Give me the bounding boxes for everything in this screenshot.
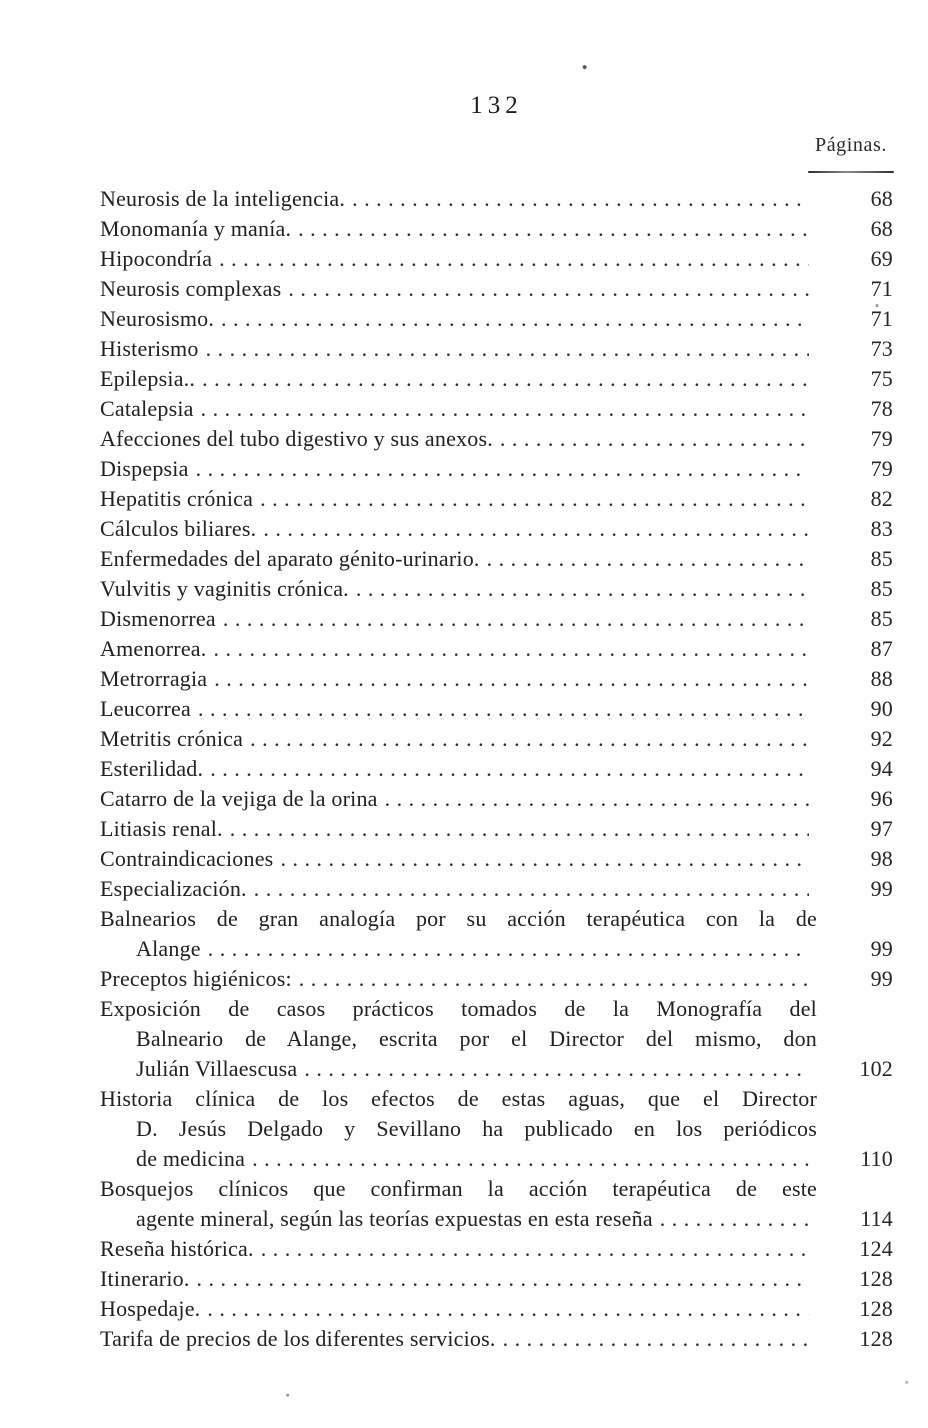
toc-entry-title: Neurosis de la inteligencia.: [100, 186, 346, 211]
toc-entry-row: [100, 364, 893, 394]
toc-entry-page: 98: [870, 846, 893, 871]
toc-entry-row: [100, 394, 893, 424]
toc-entry: [100, 1294, 893, 1324]
toc-entry-row: [100, 1234, 893, 1264]
toc-entry: [100, 394, 893, 424]
toc-entry-row: [100, 484, 893, 514]
page-number-folio: 132: [470, 92, 523, 119]
toc-entry-row: [100, 244, 893, 274]
toc-entry-line: Balneario de Alange, escrita por el Director del mismo, don: [136, 1026, 817, 1051]
dot-leader: [352, 184, 809, 214]
toc-entry-page: 99: [870, 876, 893, 901]
toc-entry-page: 114: [860, 1206, 893, 1231]
toc-entry-page: 124: [859, 1236, 893, 1261]
toc-entry: [100, 1324, 893, 1354]
toc-entry: [100, 484, 893, 514]
toc-entry-page: 99: [870, 936, 893, 961]
dot-leader: [196, 454, 809, 484]
toc-entry-page: 69: [870, 246, 893, 271]
toc-entry-title: Dismenorrea: [100, 606, 216, 631]
dot-leader: [254, 874, 809, 904]
toc-entry-page: 68: [870, 216, 893, 241]
toc-entry-title: Monomanía y manía.: [100, 216, 292, 241]
toc-entry-title: Alange: [136, 936, 201, 961]
dot-leader: [214, 664, 809, 694]
toc-entry-title: Tarifa de precios de los diferentes servicios.: [100, 1326, 496, 1351]
toc-entry-row: [100, 1144, 893, 1174]
toc-entry: [100, 424, 893, 454]
dot-leader: [221, 304, 809, 334]
toc-entry: [100, 334, 893, 364]
toc-entry: [100, 1234, 893, 1264]
toc-entry: [100, 184, 893, 214]
toc-entry-title: Esterilidad.: [100, 756, 204, 781]
toc-entry-page: 102: [859, 1056, 893, 1081]
toc-entry-page: 85: [870, 546, 893, 571]
header-rule: [808, 171, 894, 173]
toc-entry-page: 78: [870, 396, 893, 421]
toc-entry-row: [100, 724, 893, 754]
toc-list: [100, 184, 893, 1354]
toc-entry-title: Neurosis complexas: [100, 276, 282, 301]
toc-entry: [100, 634, 893, 664]
toc-entry-page: 87: [870, 636, 893, 661]
dot-leader: [288, 274, 809, 304]
toc-entry-row: [100, 1054, 893, 1084]
toc-entry: [100, 664, 893, 694]
dot-leader: [261, 1234, 809, 1264]
toc-entry-row: [100, 814, 893, 844]
toc-entry: [100, 544, 893, 574]
toc-entry-page: 85: [870, 606, 893, 631]
dot-leader: [503, 1324, 809, 1354]
toc-entry: [100, 304, 893, 334]
dot-leader: [207, 1294, 809, 1324]
toc-entry-page: 79: [870, 456, 893, 481]
dot-leader: [356, 574, 809, 604]
toc-entry-row: [100, 1264, 893, 1294]
toc-entry: [100, 694, 893, 724]
toc-entry: [100, 1084, 893, 1174]
toc-entry: [100, 1174, 893, 1234]
dot-leader: [260, 484, 809, 514]
toc-entry-row: [100, 334, 893, 364]
toc-entry-title: Histerismo: [100, 336, 199, 361]
toc-entry-row: [100, 184, 893, 214]
dot-leader: [202, 364, 809, 394]
toc-entry-row: [100, 1324, 893, 1354]
toc-entry-row: [100, 544, 893, 574]
toc-entry-row: [100, 754, 893, 784]
toc-entry-line: Exposición de casos prácticos tomados de la Monografía del: [100, 996, 817, 1021]
toc-entry-title: Leucorrea: [100, 696, 191, 721]
toc-entry: [100, 814, 893, 844]
toc-entry-page: 97: [870, 816, 893, 841]
dot-leader: [197, 1264, 809, 1294]
dot-leader: [299, 964, 809, 994]
toc-entry-title: Dispepsia: [100, 456, 189, 481]
toc-entry: [100, 904, 893, 964]
toc-entry-page: 128: [859, 1266, 893, 1291]
toc-entry-title: Metrorragia: [100, 666, 208, 691]
toc-entry: [100, 364, 893, 394]
toc-entry-title: Hepatitis crónica: [100, 486, 254, 511]
toc-entry: [100, 724, 893, 754]
dot-leader: [230, 814, 809, 844]
toc-entry-title: Contraindicaciones: [100, 846, 274, 871]
toc-entry-row: [100, 1204, 893, 1234]
toc-entry-row: [100, 844, 893, 874]
dot-leader: [210, 754, 809, 784]
toc-entry-title: Vulvitis y vaginitis crónica.: [100, 576, 349, 601]
toc-entry-row: [100, 784, 893, 814]
dot-leader: [201, 394, 809, 424]
toc-entry-line: Bosquejos clínicos que confirman la acción terapéutica de este: [100, 1176, 817, 1201]
dot-leader: [198, 694, 809, 724]
toc-entry-page: 99: [870, 966, 893, 991]
toc-entry-title: Hipocondría: [100, 246, 213, 271]
dot-leader: [263, 514, 809, 544]
dot-leader: [487, 544, 809, 574]
toc-entry: [100, 274, 893, 304]
toc-entry-page: 83: [870, 516, 893, 541]
toc-entry-title: Litiasis renal.: [100, 816, 223, 841]
dot-leader: [250, 724, 809, 754]
dot-leader: [213, 634, 809, 664]
toc-entry-title: Amenorrea.: [100, 636, 207, 661]
toc-entry: [100, 214, 893, 244]
dot-leader: [206, 334, 809, 364]
toc-entry: [100, 844, 893, 874]
toc-entry-title: Enfermedades del aparato génito-urinario.: [100, 546, 480, 571]
toc-entry-title: Cálculos biliares.: [100, 516, 257, 541]
toc-entry-title: agente mineral, según las teorías expuestas en esta reseña: [136, 1206, 653, 1231]
dot-leader: [298, 214, 809, 244]
toc-entry-title: Julián Villaescusa: [136, 1056, 298, 1081]
toc-entry-row: [100, 214, 893, 244]
toc-entry-row: [100, 694, 893, 724]
toc-entry-row: [100, 574, 893, 604]
toc-entry-row: [100, 454, 893, 484]
dot-leader: [208, 934, 809, 964]
toc-entry-title: Catalepsia: [100, 396, 194, 421]
toc-entry: [100, 574, 893, 604]
dot-leader: [252, 1144, 809, 1174]
toc-entry-title: Preceptos higiénicos:: [100, 966, 292, 991]
toc-entry-line: D. Jesús Delgado y Sevillano ha publicado en los periódicos: [136, 1116, 817, 1141]
dot-leader: [219, 244, 809, 274]
toc-entry-title: Epilepsia..: [100, 366, 196, 391]
toc-entry-row: [100, 274, 893, 304]
toc-entry-row: [100, 934, 893, 964]
toc-entry: [100, 604, 893, 634]
toc-entry: [100, 874, 893, 904]
toc-entry-title: Neurosismo.: [100, 306, 215, 331]
toc-entry-page: 90: [870, 696, 893, 721]
dot-leader: [304, 1054, 809, 1084]
toc-entry-page: 75: [870, 366, 893, 391]
toc-entry-title: Metritis crónica: [100, 726, 244, 751]
toc-entry: [100, 964, 893, 994]
toc-entry-title: Hospedaje.: [100, 1296, 201, 1321]
toc-entry-line: Historia clínica de los efectos de estas aguas, que el Director: [100, 1086, 817, 1111]
toc-entry-page: 71: [870, 306, 893, 331]
toc-entry: [100, 454, 893, 484]
toc-entry: [100, 514, 893, 544]
dot-leader: [660, 1204, 809, 1234]
toc-entry-page: 94: [870, 756, 893, 781]
toc-entry-row: [100, 964, 893, 994]
toc-entry-page: 128: [859, 1326, 893, 1351]
toc-entry-row: [100, 634, 893, 664]
toc-entry-line: Balnearios de gran analogía por su acción terapéutica con la de: [100, 906, 817, 931]
toc-entry-page: 73: [870, 336, 893, 361]
toc-entry-page: 71: [870, 276, 893, 301]
toc-entry-page: 79: [870, 426, 893, 451]
toc-entry-page: 88: [870, 666, 893, 691]
toc-entry: [100, 1264, 893, 1294]
toc-entry-page: 82: [870, 486, 893, 511]
toc-entry-title: Reseña histórica.: [100, 1236, 254, 1261]
toc-entry-page: 68: [870, 186, 893, 211]
toc-entry-row: [100, 514, 893, 544]
toc-entry-row: [100, 424, 893, 454]
toc-entry-row: [100, 874, 893, 904]
toc-entry-page: 85: [870, 576, 893, 601]
toc-entry-page: 128: [859, 1296, 893, 1321]
toc-entry-row: [100, 664, 893, 694]
dot-leader: [500, 424, 809, 454]
toc-entry-title: Catarro de la vejiga de la orina: [100, 786, 378, 811]
toc-entry-title: Especialización.: [100, 876, 247, 901]
toc-entry: [100, 994, 893, 1084]
toc-entry-page: 92: [870, 726, 893, 751]
pages-column-header: Páginas.: [814, 134, 887, 156]
dot-leader: [385, 784, 809, 814]
dot-leader: [223, 604, 809, 634]
toc-entry-title: de medicina: [136, 1146, 246, 1171]
toc-entry-page: 110: [860, 1146, 893, 1171]
toc-entry-row: [100, 1294, 893, 1324]
toc-entry-row: [100, 604, 893, 634]
toc-entry-title: Afecciones del tubo digestivo y sus anexos.: [100, 426, 493, 451]
toc-entry-title: Itinerario.: [100, 1266, 190, 1291]
toc-entry: [100, 754, 893, 784]
toc-entry-row: [100, 304, 893, 334]
toc-entry: [100, 244, 893, 274]
toc-entry: [100, 784, 893, 814]
dot-leader: [280, 844, 809, 874]
toc-entry-page: 96: [870, 786, 893, 811]
